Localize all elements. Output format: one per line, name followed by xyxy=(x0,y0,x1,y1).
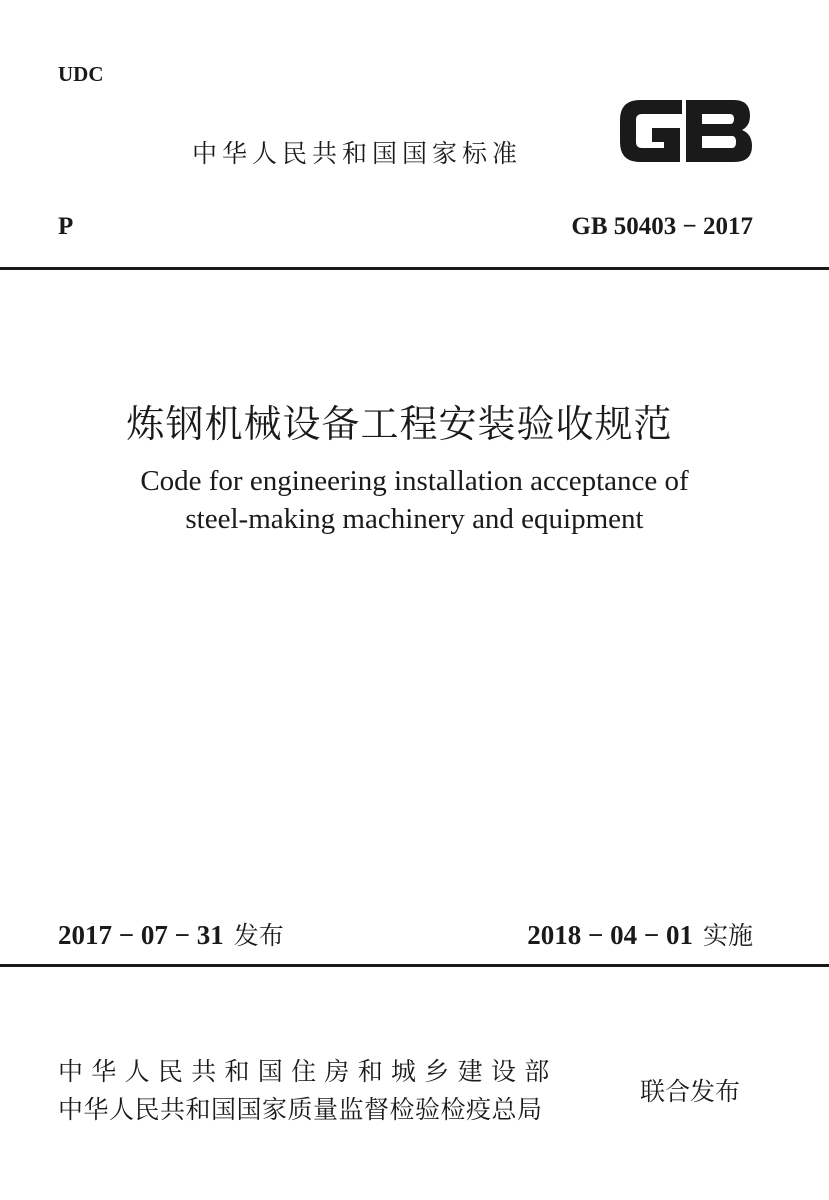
english-title xyxy=(0,462,829,538)
classification-code: P xyxy=(58,213,74,240)
issue-date-block xyxy=(58,916,284,952)
english-title-line1: Code for engineering installation acceptance of xyxy=(140,465,689,497)
top-divider xyxy=(0,267,829,270)
joint-publish-label: 联合发布 xyxy=(640,1077,741,1106)
issue-date: 2017 − 07 − 31 xyxy=(58,920,224,950)
udc-label: UDC xyxy=(58,62,104,86)
bottom-divider xyxy=(0,964,829,967)
implement-date-block xyxy=(527,916,753,952)
chinese-title: 炼钢机械设备工程安装验收规范 xyxy=(126,402,673,446)
standard-type-title: 中华人民共和国国家标准 xyxy=(192,139,523,168)
publisher-line2: 中华人民共和国国家质量监督检验检疫总局 xyxy=(58,1095,543,1124)
gb-logo-icon xyxy=(612,92,756,170)
english-title-line2: steel-making machinery and equipment xyxy=(185,503,644,535)
implement-date: 2018 − 04 − 01 xyxy=(527,920,693,950)
standard-number: GB 50403 − 2017 xyxy=(571,213,753,240)
issue-label: 发布 xyxy=(233,921,284,950)
implement-label: 实施 xyxy=(702,921,753,950)
publisher-line1: 中华人民共和国住房和城乡建设部 xyxy=(58,1057,558,1086)
